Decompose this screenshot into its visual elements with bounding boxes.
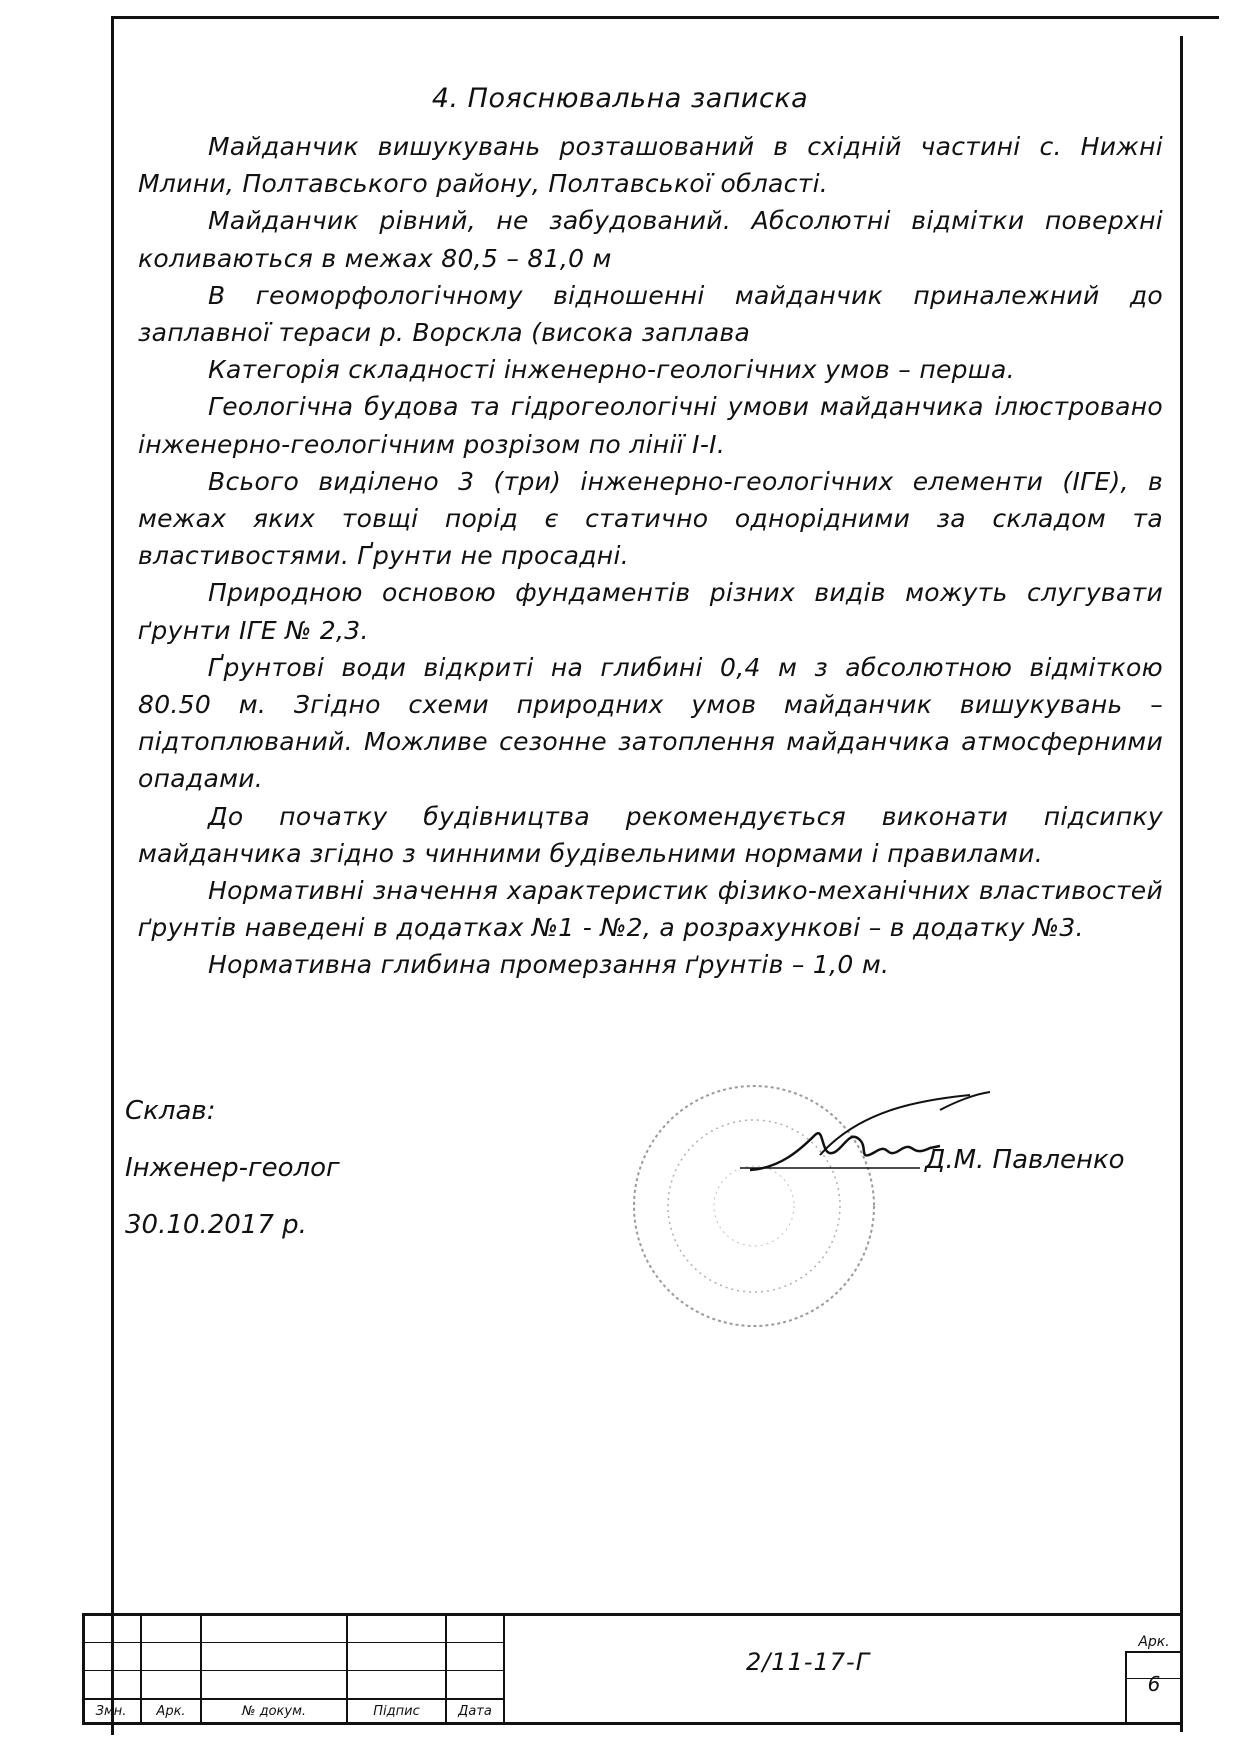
title-block-row-line	[82, 1698, 504, 1700]
position-label: Інженер-геолог	[125, 1153, 340, 1183]
compiled-by-label: Склав:	[125, 1096, 216, 1126]
col-label-change: Змн.	[95, 1704, 127, 1719]
col-label-sheet: Арк.	[156, 1704, 186, 1719]
title-block-row-line	[82, 1670, 504, 1671]
engineer-name: Д.М. Павленко	[925, 1145, 1125, 1175]
title-block-row-line	[1125, 1651, 1181, 1653]
page-title: 4. Пояснювальна записка	[431, 83, 809, 114]
title-block-row-line	[82, 1642, 504, 1643]
frame-right-border	[1180, 36, 1183, 1732]
paragraph: Майданчик рівний, не забудований. Абсолютні відмітки поверхні коливаються в межах 80,5 – 81,0 м	[138, 206, 1163, 273]
paragraph: Геологічна будова та гідрогеологічні умови майданчика ілюстровано інженерно-геологічним розрізом по лінії І-І.	[138, 392, 1163, 459]
paragraph: Категорія складності інженерно-геологічних умов – перша.	[208, 355, 1015, 385]
paragraph: Нормативна глибина промерзання ґрунтів – 1,0 м.	[208, 950, 890, 980]
col-label-document: № докум.	[241, 1704, 307, 1719]
paragraph: Майданчик вишукувань розташований в східній частині с. Нижні Млини, Полтавського району, Полтавської області.	[138, 132, 1163, 199]
title-block-col-line	[1125, 1651, 1127, 1724]
signature-date: 30.10.2017 р.	[125, 1210, 307, 1240]
paragraph: В геоморфологічному відношенні майданчик приналежний до заплавної тераси р. Ворскла (висока заплава	[138, 280, 1163, 348]
explanatory-note-body	[138, 128, 1163, 984]
paragraph: Ґрунтові води відкриті на глибині 0,4 м з абсолютною відміткою 80.50 м. Згідно схеми природних умов майданчик вишукувань – підтоплюваний. Можливе сезонне затоплення майданчика атмосферними опадами.	[138, 652, 1163, 794]
paragraph: Всього виділено 3 (три) інженерно-геологічних елементи (ІГЕ), в межах яких товщі порід є статично однорідними за складом та властивостями. Ґрунти не просадні.	[138, 466, 1163, 571]
paragraph: Природною основою фундаментів різних видів можуть слугувати ґрунти ІГЕ № 2,3.	[138, 578, 1163, 645]
col-label-date: Дата	[458, 1704, 492, 1719]
sheet-label: Арк.	[1138, 1634, 1170, 1650]
document-code: 2/11-17-Г	[745, 1648, 871, 1676]
col-label-signature: Підпис	[373, 1704, 420, 1719]
signature-block	[125, 1083, 340, 1254]
paragraph: До початку будівництва рекомендується виконати підсипку майданчика згідно з чинними будівельними нормами і правилами.	[138, 801, 1163, 868]
paragraph: Нормативні значення характеристик фізико-механічних властивостей ґрунтів наведені в додатках №1 - №2, а розрахункові – в додатку №3.	[138, 876, 1163, 943]
sheet-number: 6	[1147, 1672, 1161, 1696]
